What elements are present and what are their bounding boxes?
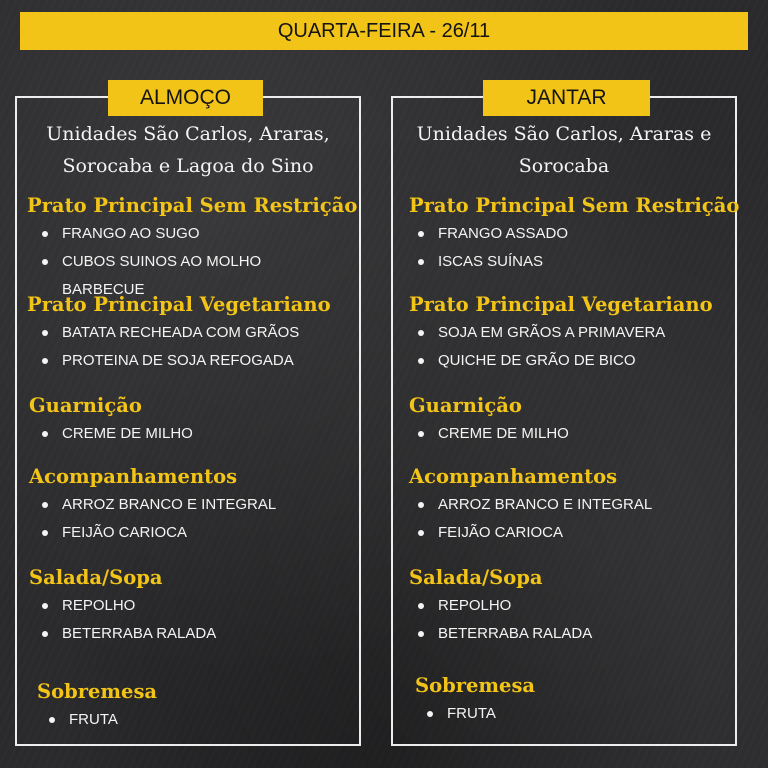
jantar-section-acompanhamentos (405, 465, 729, 547)
bullet-icon (42, 330, 48, 336)
bullet-icon (42, 530, 48, 536)
list-item: ARROZ BRANCO E INTEGRAL (405, 491, 729, 519)
bullet-icon (418, 631, 424, 637)
almoco-section-acompanhamentos (29, 465, 353, 547)
bullet-icon (42, 603, 48, 609)
list-item: FEIJÃO CARIOCA (405, 519, 729, 547)
list-item: FRUTA (415, 700, 729, 728)
section-title: Sobremesa (415, 674, 536, 697)
bullet-icon (418, 259, 424, 265)
list-item: FEIJÃO CARIOCA (29, 519, 353, 547)
item-list (29, 220, 353, 304)
item-list (405, 592, 729, 648)
list-item: ISCAS SUÍNAS (405, 248, 729, 276)
item-list (29, 491, 353, 547)
bullet-icon (42, 259, 48, 265)
bullet-icon (418, 530, 424, 536)
bullet-icon (418, 330, 424, 336)
date-title: QUARTA-FEIRA - 26/11 (277, 19, 491, 42)
bullet-icon (42, 231, 48, 237)
bullet-icon (427, 711, 433, 717)
list-item: FRUTA (37, 706, 353, 734)
list-item: BETERRABA RALADA (405, 620, 729, 648)
almoco-section-salada-sopa (29, 566, 353, 648)
item-list (415, 700, 729, 728)
jantar-section-sobremesa (415, 674, 729, 728)
almoco-section-guarnicao (29, 394, 353, 448)
list-item: CREME DE MILHO (405, 420, 729, 448)
list-item: CUBOS SUINOS AO MOLHO BARBECUE (29, 248, 302, 304)
list-item: REPOLHO (29, 592, 353, 620)
bullet-icon (418, 231, 424, 237)
item-list (37, 706, 353, 734)
list-item: PROTEINA DE SOJA REFOGADA (29, 347, 353, 375)
bullet-icon (418, 431, 424, 437)
bullet-icon (42, 358, 48, 364)
almoco-tag (108, 80, 263, 116)
item-list (29, 420, 353, 448)
bullet-icon (418, 358, 424, 364)
item-list (405, 220, 729, 276)
almoco-label: ALMOÇO (139, 86, 231, 109)
list-item: FRANGO ASSADO (405, 220, 729, 248)
item-list (29, 592, 353, 648)
list-item: BETERRABA RALADA (29, 620, 353, 648)
item-list (29, 319, 353, 375)
item-list (405, 491, 729, 547)
list-item: SOJA EM GRÃOS A PRIMAVERA (405, 319, 729, 347)
jantar-tag (483, 80, 650, 116)
jantar-section-guarnicao (405, 394, 729, 448)
jantar-units: Unidades São Carlos, Araras e Sorocaba (416, 123, 712, 177)
almoco-section-vegetariano (29, 293, 353, 375)
section-title: Salada/Sopa (29, 566, 163, 589)
bullet-icon (42, 431, 48, 437)
almoco-units: Unidades São Carlos, Araras, Sorocaba e Lagoa do Sino (46, 123, 330, 177)
list-item: CREME DE MILHO (29, 420, 353, 448)
jantar-section-vegetariano (405, 293, 729, 375)
section-title: Prato Principal Sem Restrição (409, 194, 740, 217)
section-title: Sobremesa (37, 680, 158, 703)
section-title: Guarnição (409, 394, 522, 417)
almoco-panel (15, 86, 361, 746)
section-title: Prato Principal Sem Restrição (27, 194, 358, 217)
item-list (405, 319, 729, 375)
section-title: Guarnição (29, 394, 142, 417)
jantar-label: JANTAR (526, 86, 607, 109)
bullet-icon (42, 502, 48, 508)
jantar-section-salada-sopa (405, 566, 729, 648)
bullet-icon (418, 502, 424, 508)
bullet-icon (418, 603, 424, 609)
section-title: Prato Principal Vegetariano (27, 293, 331, 316)
section-title: Acompanhamentos (29, 465, 238, 488)
bullet-icon (49, 717, 55, 723)
almoco-section-sem-restricao (27, 194, 358, 304)
item-list (405, 420, 729, 448)
section-title: Acompanhamentos (409, 465, 618, 488)
list-item: BATATA RECHEADA COM GRÃOS (29, 319, 353, 347)
bullet-icon (42, 631, 48, 637)
section-title: Prato Principal Vegetariano (409, 293, 713, 316)
list-item: ARROZ BRANCO E INTEGRAL (29, 491, 353, 519)
almoco-section-sobremesa (37, 680, 353, 734)
list-item: REPOLHO (405, 592, 729, 620)
list-item: QUICHE DE GRÃO DE BICO (405, 347, 729, 375)
jantar-section-sem-restricao (405, 194, 740, 276)
date-banner (20, 12, 748, 50)
section-title: Salada/Sopa (409, 566, 543, 589)
jantar-panel (391, 86, 740, 746)
list-item: FRANGO AO SUGO (29, 220, 353, 248)
